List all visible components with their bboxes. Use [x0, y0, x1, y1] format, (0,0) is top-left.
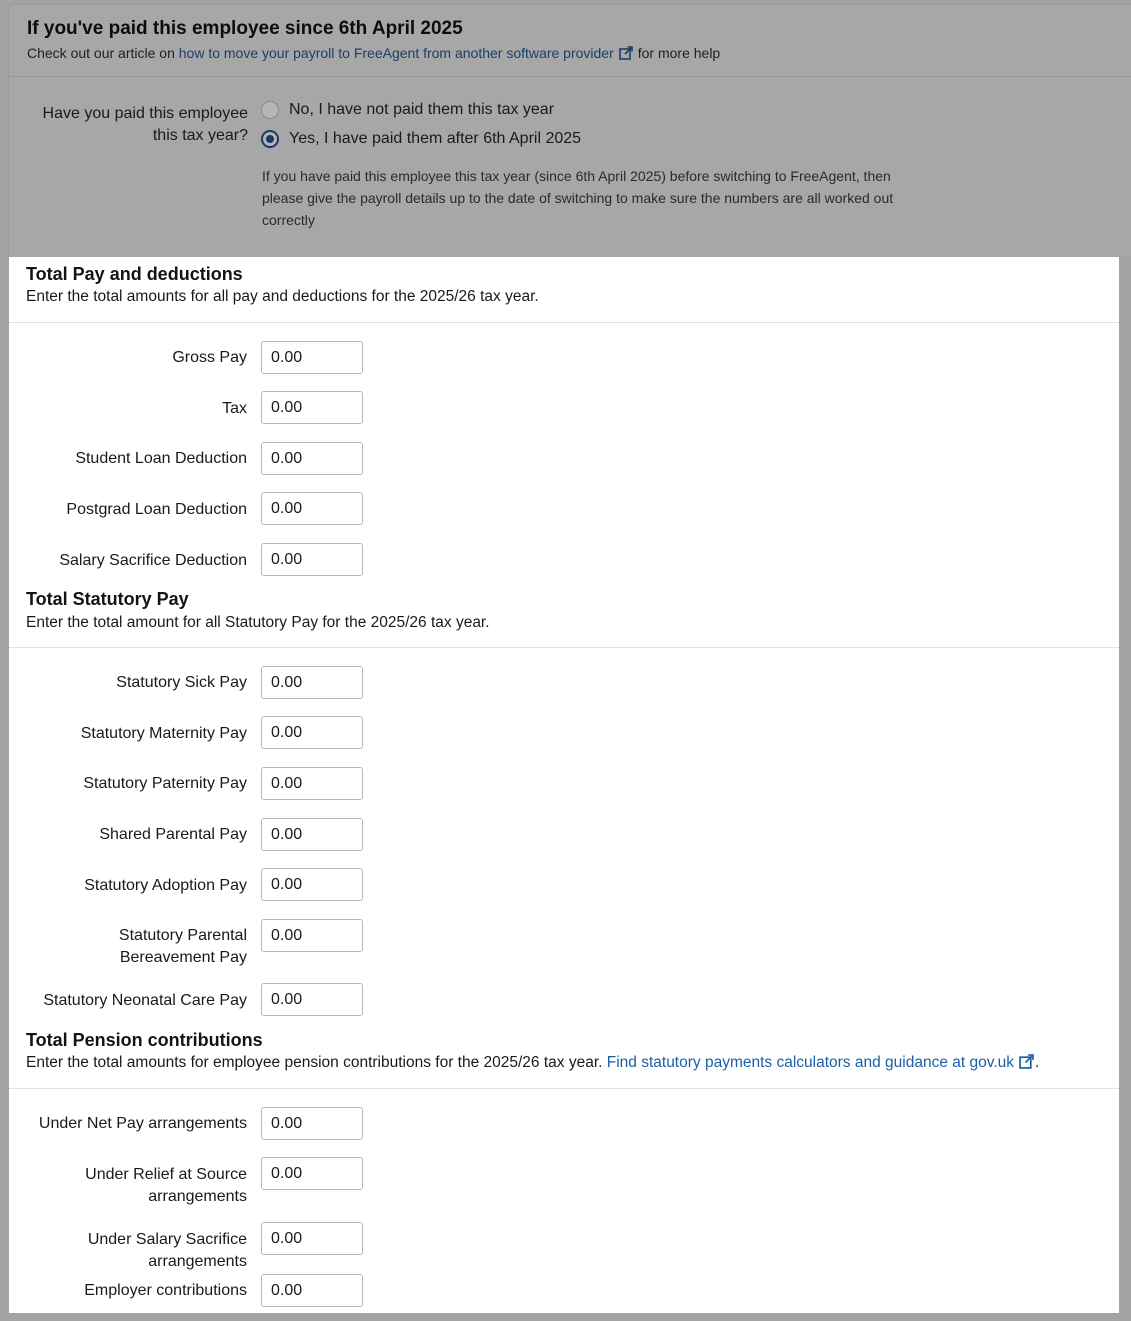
tax-label: Tax	[222, 400, 247, 417]
salary-sacrifice-arrangements-input[interactable]	[261, 1222, 363, 1255]
statutory-maternity-pay-input[interactable]	[261, 716, 363, 749]
statutory-sick-pay-input[interactable]	[261, 666, 363, 699]
tax-input[interactable]	[261, 391, 363, 424]
statutory-neonatal-care-pay-label: Statutory Neonatal Care Pay	[43, 992, 247, 1009]
pension-section-description	[26, 1054, 1039, 1074]
statutory-adoption-pay-input[interactable]	[261, 868, 363, 901]
relief-at-source-label	[9, 1164, 247, 1208]
statutory-section-description: Enter the total amount for all Statutory Pay for the 2025/26 tax year.	[26, 614, 490, 631]
relief-at-source-input[interactable]	[261, 1157, 363, 1190]
label-line1: Under Relief at Source	[85, 1166, 247, 1183]
statutory-section-title: Total Statutory Pay	[26, 589, 189, 609]
paid-label-line1: Have you paid this employee	[42, 105, 248, 122]
postgrad-loan-label: Postgrad Loan Deduction	[66, 501, 247, 518]
net-pay-arrangements-input[interactable]	[261, 1107, 363, 1140]
statutory-maternity-pay-label: Statutory Maternity Pay	[80, 725, 247, 742]
radio-not-paid-control[interactable]	[261, 101, 279, 119]
radio-paid[interactable]	[261, 130, 581, 148]
radio-paid-label: Yes, I have paid them after 6th April 2025	[289, 130, 582, 147]
gross-pay-input[interactable]	[261, 341, 363, 374]
panel-header	[9, 5, 1131, 77]
statutory-sick-pay-label: Statutory Sick Pay	[116, 674, 247, 691]
pension-section-title: Total Pension contributions	[26, 1030, 263, 1050]
totals-form	[9, 257, 1119, 1313]
employer-contributions-label: Employer contributions	[84, 1282, 247, 1299]
gov-uk-calculators-link[interactable]: Find statutory payments calculators and guidance at gov.uk	[606, 1054, 1014, 1071]
salary-sacrifice-input[interactable]	[261, 543, 363, 576]
external-link-icon	[1019, 1054, 1034, 1074]
statutory-parental-bereavement-label	[9, 925, 247, 969]
student-loan-input[interactable]	[261, 442, 363, 475]
paid-label-line2: this tax year?	[152, 127, 248, 144]
overlay-edge	[1119, 257, 1131, 1321]
shared-parental-pay-label: Shared Parental Pay	[99, 826, 247, 843]
trailing-period: .	[1035, 1054, 1040, 1071]
divider	[9, 647, 1119, 648]
panel-title: If you've paid this employee since 6th April 2025	[27, 18, 463, 39]
label-line1: Statutory Parental	[118, 927, 247, 944]
external-link-icon	[619, 46, 633, 63]
pay-section-description: Enter the total amounts for all pay and deductions for the 2025/26 tax year.	[26, 288, 539, 305]
salary-sacrifice-label: Salary Sacrifice Deduction	[59, 552, 247, 569]
paid-this-year-label	[9, 103, 248, 147]
pay-section-title: Total Pay and deductions	[26, 264, 243, 284]
subtitle-text: Check out our article on	[27, 45, 175, 61]
pension-description-text: Enter the total amounts for employee pension contributions for the 2025/26 tax year.	[26, 1054, 603, 1071]
move-payroll-article-link[interactable]: how to move your payroll to FreeAgent from another software provider	[178, 45, 614, 61]
subtitle-after-text: for more help	[637, 45, 721, 61]
statutory-paternity-pay-input[interactable]	[261, 767, 363, 800]
gross-pay-label: Gross Pay	[172, 349, 247, 366]
paid-help-text: If you have paid this employee this tax year (since 6th April 2025) before switching to FreeAgent, then please give the payroll details up to the date of switching to make sure the numbers are all worked out correctly	[262, 168, 894, 228]
statutory-parental-bereavement-input[interactable]	[261, 919, 363, 952]
divider	[9, 322, 1119, 323]
divider	[9, 1088, 1119, 1089]
label-line2: arrangements	[148, 1253, 247, 1270]
statutory-adoption-pay-label: Statutory Adoption Pay	[84, 877, 247, 894]
radio-paid-control[interactable]	[261, 130, 279, 148]
radio-not-paid[interactable]	[261, 101, 554, 119]
employer-contributions-input[interactable]	[261, 1274, 363, 1307]
shared-parental-pay-input[interactable]	[261, 818, 363, 851]
radio-not-paid-label: No, I have not paid them this tax year	[289, 101, 555, 118]
net-pay-arrangements-label: Under Net Pay arrangements	[38, 1115, 247, 1132]
student-loan-label: Student Loan Deduction	[75, 450, 247, 467]
label-line2: Bereavement Pay	[119, 949, 247, 966]
statutory-paternity-pay-label: Statutory Paternity Pay	[83, 775, 247, 792]
statutory-neonatal-care-pay-input[interactable]	[261, 983, 363, 1016]
postgrad-loan-input[interactable]	[261, 492, 363, 525]
salary-sacrifice-arrangements-label	[9, 1229, 247, 1273]
label-line1: Under Salary Sacrifice	[87, 1231, 247, 1248]
panel-subtitle	[27, 45, 720, 63]
label-line2: arrangements	[148, 1188, 247, 1205]
prior-payroll-panel	[8, 4, 1131, 257]
